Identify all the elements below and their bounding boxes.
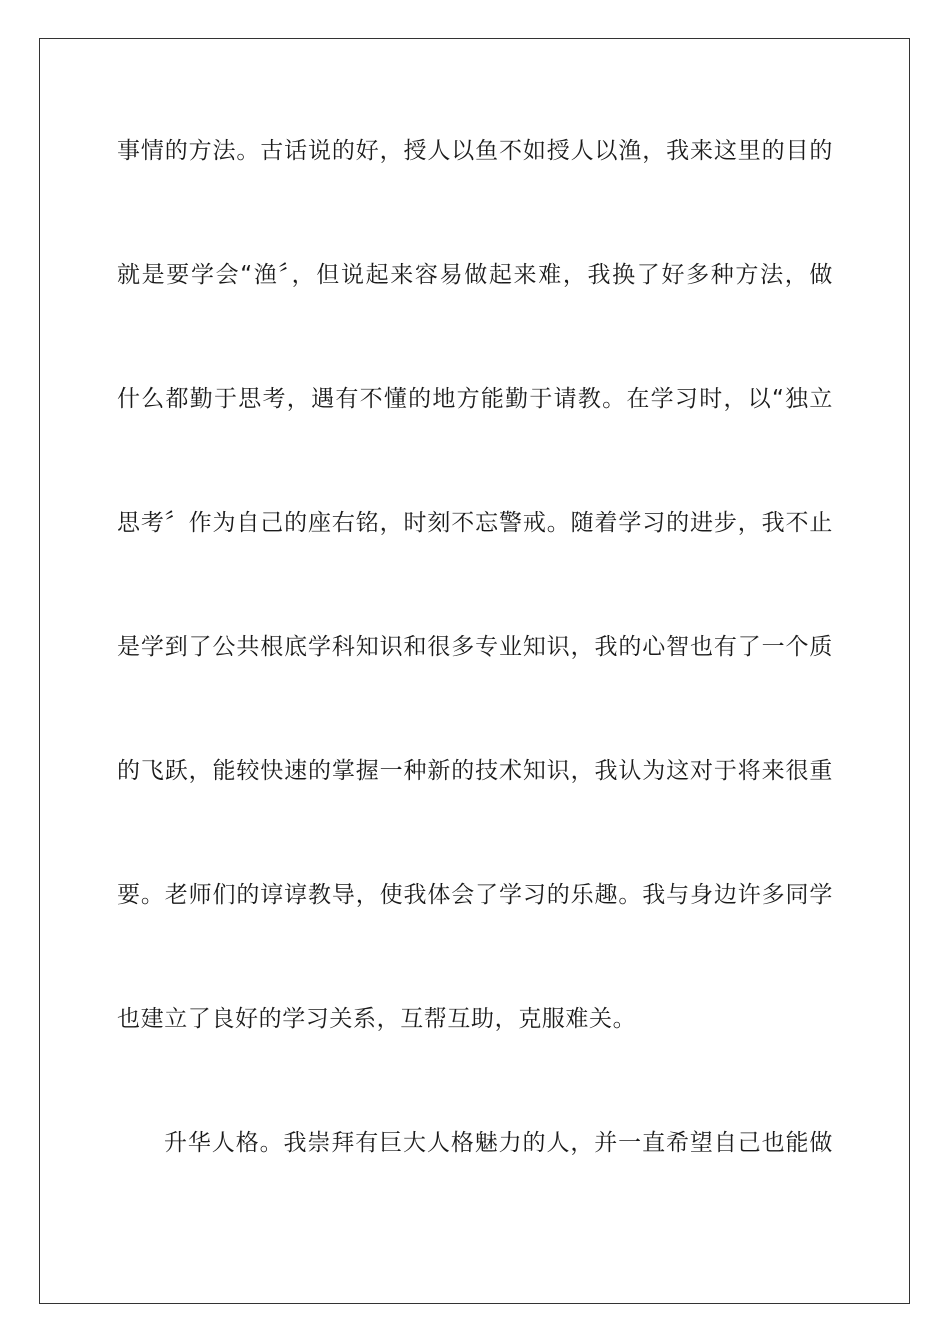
paragraph-line-9: 升华人格。我崇拜有巨大人格魅力的人，并一直希望自己也能做 xyxy=(164,1130,833,1156)
paragraph-line-4: 思考〞作为自己的座右铭，时刻不忘警戒。随着学习的进步，我不止 xyxy=(117,510,833,536)
paragraph-line-6: 的飞跃，能较快速的掌握一种新的技术知识，我认为这对于将来很重 xyxy=(117,758,833,784)
page-border xyxy=(39,38,910,1304)
paragraph-line-8: 也建立了良好的学习关系，互帮互助，克服难关。 xyxy=(117,1006,637,1032)
paragraph-line-3: 什么都勤于思考，遇有不懂的地方能勤于请教。在学习时，以“独立 xyxy=(117,386,833,412)
paragraph-line-7: 要。老师们的谆谆教导，使我体会了学习的乐趣。我与身边许多同学 xyxy=(117,882,833,908)
paragraph-line-1: 事情的方法。古话说的好，授人以鱼不如授人以渔，我来这里的目的 xyxy=(117,138,833,164)
paragraph-line-5: 是学到了公共根底学科知识和很多专业知识，我的心智也有了一个质 xyxy=(117,634,833,660)
paragraph-line-2: 就是要学会“渔〞，但说起来容易做起来难，我换了好多种方法，做 xyxy=(117,262,833,288)
